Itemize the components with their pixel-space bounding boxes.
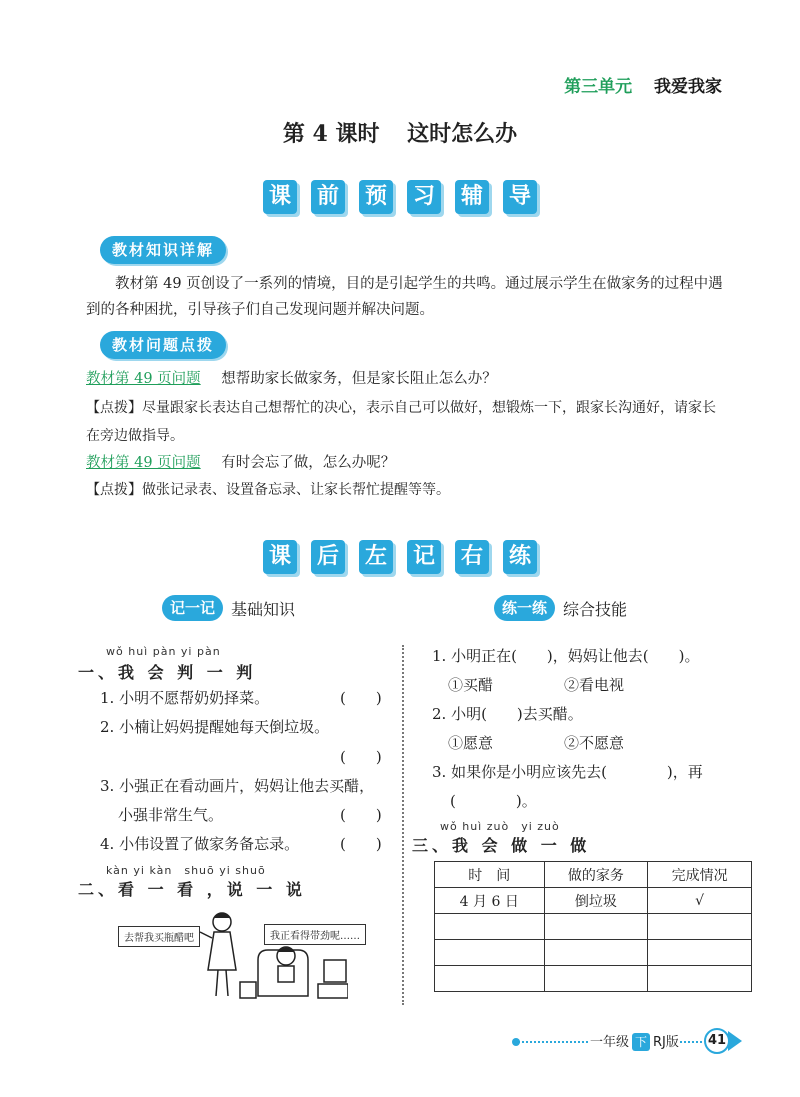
judge-item-3: 3. 小强正在看动画片，妈妈让他去买醋， [100, 777, 375, 795]
knowledge-paragraph: 教材第 49 页创设了一系列的情境，目的是引起学生的共鸣。通过展示学生在做家务的过程中遇到的各种困扰，引导孩子们自己发现问题并解决问题。 [86, 276, 723, 318]
fill-question-3: 3. 如果你是小明应该先去( )，再 [432, 763, 703, 781]
page-arrow-icon [728, 1031, 742, 1051]
part1-heading: 一、我 会 判 一 判 [78, 663, 257, 682]
table-cell[interactable] [544, 940, 648, 966]
table-header: 做的家务 [544, 862, 648, 888]
part1-pinyin: wǒ huì pàn yi pàn [106, 645, 221, 658]
section-pill-questions: 教材问题点拨 [100, 331, 226, 359]
banner-char: 习 [407, 180, 441, 214]
banner-char: 辅 [455, 180, 489, 214]
part2-heading: 二、看 一 看 ，说 一 说 [78, 880, 306, 899]
question-2-text: 有时会忘了做，怎么办呢？ [221, 455, 396, 471]
table-row [435, 940, 752, 966]
table-cell[interactable] [544, 914, 648, 940]
question-1 [86, 366, 726, 392]
table-cell: 倒垃圾 [544, 888, 648, 914]
fill-question-1: 1. 小明正在( )，妈妈让他去( )。 [432, 647, 700, 665]
fill-question-2: 2. 小明( )去买醋。 [432, 705, 583, 723]
banner-char: 预 [359, 180, 393, 214]
banner-pre-study [0, 180, 800, 214]
question-2 [86, 450, 726, 476]
edition-label: RJ版 [653, 1035, 679, 1050]
lesson-title [0, 117, 800, 148]
table-cell[interactable] [648, 966, 752, 992]
answer-blank[interactable]: ( ) [340, 748, 382, 766]
banner-char: 右 [455, 540, 489, 574]
question-1-link[interactable]: 教材第 49 页问题 [86, 371, 201, 387]
banner-char: 练 [503, 540, 537, 574]
unit-label: 第三单元 [564, 77, 633, 97]
table-header: 时 间 [435, 862, 545, 888]
remember-pill: 记一记 [162, 595, 223, 621]
question-1-text: 想帮助家长做家务，但是家长阻止怎么办？ [221, 371, 497, 387]
left-subheading [162, 595, 295, 621]
table-cell: √ [648, 888, 752, 914]
answer-blank[interactable]: ( ) [340, 835, 382, 853]
table-header: 完成情况 [648, 862, 752, 888]
banner-char: 左 [359, 540, 393, 574]
banner-char: 课 [263, 540, 297, 574]
term-badge: 下 [632, 1033, 650, 1051]
judge-item-1: 1. 小明不愿帮奶奶择菜。 [100, 689, 270, 707]
table-row [435, 888, 752, 914]
footer-rule [680, 1041, 702, 1043]
question-2-link[interactable]: 教材第 49 页问题 [86, 455, 201, 471]
answer-1: 【点拨】尽量跟家长表达自己想帮忙的决心，表示自己可以做好，想锻炼一下，跟家长沟通好，请家长在旁边做指导。 [86, 400, 716, 444]
footer-grade [590, 1031, 679, 1051]
table-cell: 4 月 6 日 [435, 888, 545, 914]
answer-blank[interactable]: ( ) [340, 689, 382, 707]
banner-post-practice [0, 540, 800, 574]
fill-question-3-cont: ( )。 [450, 792, 537, 810]
judge-item-2: 2. 小楠让妈妈提醒她每天倒垃圾。 [100, 718, 330, 736]
unit-title: 我爱我家 [654, 77, 722, 97]
table-header-row [435, 862, 752, 888]
right-subheading [494, 595, 627, 621]
lesson-name: 这时怎么办 [407, 121, 518, 147]
unit-header [564, 72, 722, 97]
answer-blank[interactable]: ( ) [340, 806, 382, 824]
table-cell[interactable] [544, 966, 648, 992]
illustration-scene [118, 910, 360, 1002]
speech-bubble-mother: 去帮我买瓶醋吧 [118, 926, 200, 947]
grade-label: 一年级 [590, 1035, 630, 1050]
part2-pinyin: kàn yi kàn shuō yi shuō [106, 864, 266, 877]
column-divider [402, 645, 404, 1005]
judge-item-3-cont: 小强非常生气。 [118, 806, 224, 824]
table-cell[interactable] [648, 940, 752, 966]
speech-bubble-child: 我正看得带劲呢…… [264, 924, 366, 945]
table-cell[interactable] [435, 940, 545, 966]
part3-pinyin: wǒ huì zuò yi zuò [440, 820, 560, 833]
section-pill-knowledge: 教材知识详解 [100, 236, 226, 264]
q2-option-1[interactable]: ①愿意 [448, 734, 494, 752]
mother-child-drawing [118, 910, 348, 1002]
judge-item-4: 4. 小伟设置了做家务备忘录。 [100, 835, 300, 853]
practice-pill: 练一练 [494, 595, 555, 621]
remember-label: 基础知识 [231, 599, 296, 619]
footer-rule [518, 1041, 588, 1043]
lesson-number: 第 4 课时 [282, 121, 380, 147]
practice-label: 综合技能 [563, 599, 628, 619]
part3-heading: 三、我 会 做 一 做 [412, 836, 591, 855]
chores-table [434, 861, 752, 992]
banner-char: 后 [311, 540, 345, 574]
table-cell[interactable] [435, 914, 545, 940]
banner-char: 记 [407, 540, 441, 574]
q1-option-2[interactable]: ②看电视 [564, 676, 625, 694]
banner-char: 前 [311, 180, 345, 214]
q1-option-1[interactable]: ①买醋 [448, 676, 494, 694]
banner-char: 课 [263, 180, 297, 214]
table-row [435, 914, 752, 940]
q2-option-2[interactable]: ②不愿意 [564, 734, 625, 752]
banner-char: 导 [503, 180, 537, 214]
table-row [435, 966, 752, 992]
page-number: 41 [704, 1028, 730, 1054]
answer-2: 【点拨】做张记录表、设置备忘录、让家长帮忙提醒等等。 [86, 482, 450, 498]
table-cell[interactable] [435, 966, 545, 992]
table-cell[interactable] [648, 914, 752, 940]
